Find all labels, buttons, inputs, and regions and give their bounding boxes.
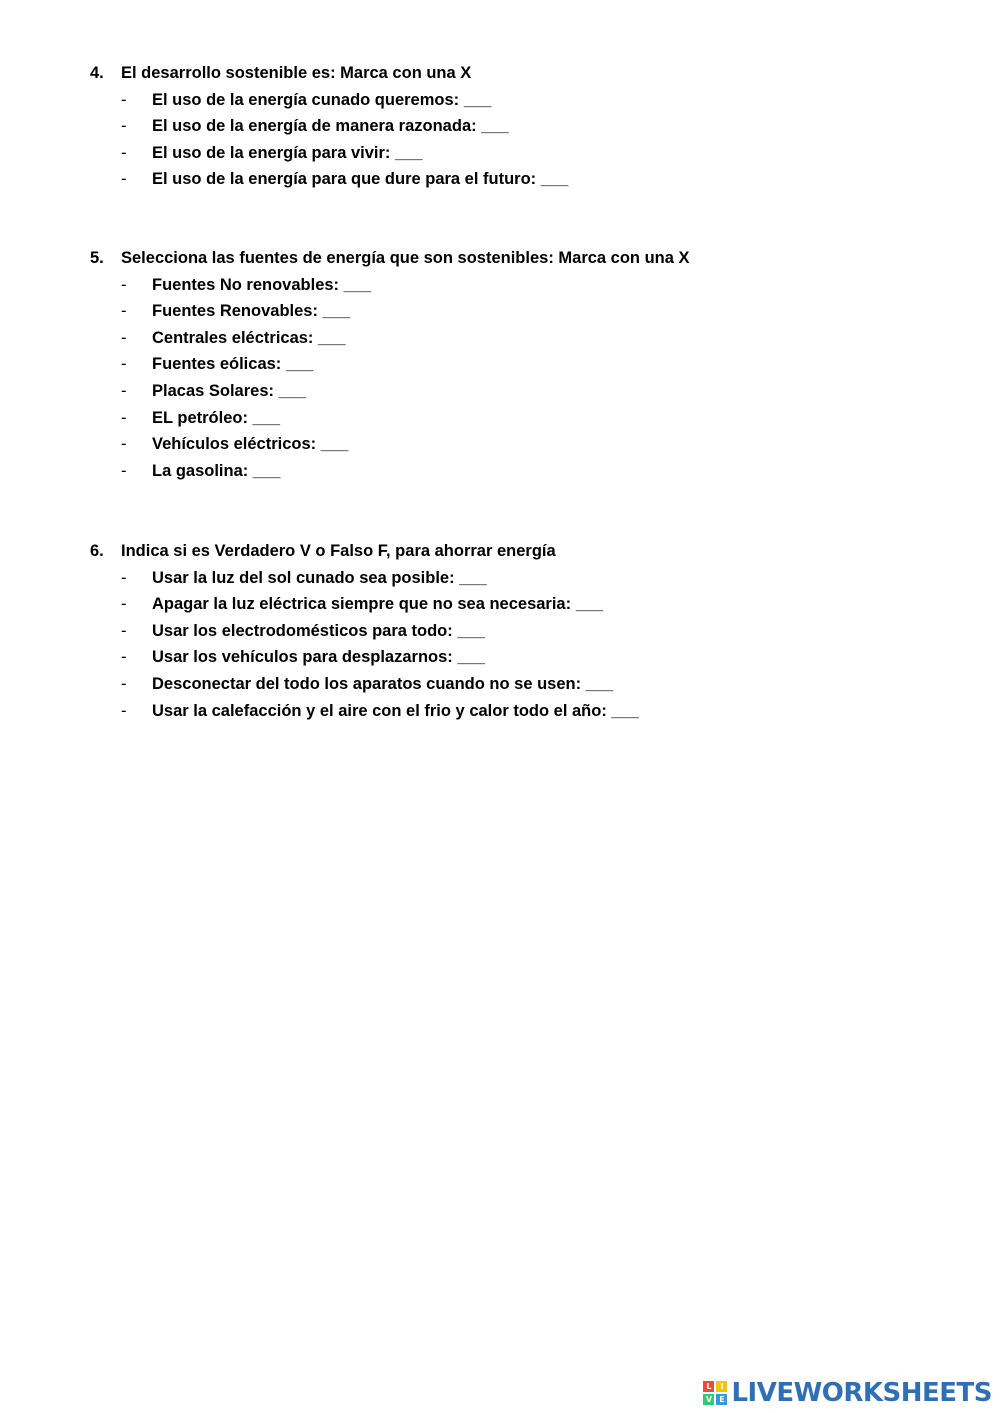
answer-text[interactable]: La gasolina: ___ — [152, 461, 281, 480]
answer-item — [90, 431, 970, 458]
bullet-dash: - — [121, 355, 127, 374]
answer-text[interactable]: EL petróleo: ___ — [152, 408, 281, 427]
answer-text[interactable]: Usar la calefacción y el aire con el frio y calor todo el año: ___ — [152, 701, 639, 720]
answer-item — [90, 298, 970, 325]
answer-list — [90, 272, 970, 485]
bullet-dash: - — [121, 568, 127, 587]
question-title — [90, 60, 970, 87]
logo-letter-l: L — [703, 1381, 714, 1392]
answer-text[interactable]: Fuentes eólicas: ___ — [152, 355, 314, 374]
question-4 — [90, 60, 970, 193]
answer-text[interactable]: Fuentes Renovables: ___ — [152, 302, 351, 321]
answer-item — [90, 618, 970, 645]
answer-text[interactable]: Usar los electrodomésticos para todo: ___ — [152, 621, 485, 640]
bullet-dash: - — [121, 621, 127, 640]
question-text: Indica si es Verdadero V o Falso F, para ahorrar energía — [121, 542, 556, 560]
answer-item — [90, 378, 970, 405]
bullet-dash: - — [121, 595, 127, 614]
answer-text[interactable]: Centrales eléctricas: ___ — [152, 328, 346, 347]
answer-text[interactable]: Placas Solares: ___ — [152, 381, 307, 400]
logo-letter-e: E — [716, 1394, 727, 1405]
answer-item — [90, 272, 970, 299]
answer-item — [90, 591, 970, 618]
answer-item — [90, 87, 970, 114]
question-number: 6. — [90, 542, 104, 560]
answer-text[interactable]: Usar la luz del sol cunado sea posible: ___ — [152, 568, 487, 587]
answer-list — [90, 565, 970, 725]
bullet-dash: - — [121, 143, 127, 162]
question-text: Selecciona las fuentes de energía que son sostenibles: Marca con una X — [121, 249, 690, 267]
bullet-dash: - — [121, 408, 127, 427]
answer-item — [90, 166, 970, 193]
bullet-dash: - — [121, 170, 127, 189]
answer-item — [90, 671, 970, 698]
answer-text[interactable]: Usar los vehículos para desplazarnos: ___ — [152, 648, 485, 667]
bullet-dash: - — [121, 302, 127, 321]
brand-text: LIVEWORKSHEETS — [731, 1378, 992, 1408]
bullet-dash: - — [121, 90, 127, 109]
bullet-dash: - — [121, 461, 127, 480]
bullet-dash: - — [121, 674, 127, 693]
answer-list — [90, 87, 970, 193]
answer-item — [90, 458, 970, 485]
question-number: 5. — [90, 249, 104, 267]
answer-item — [90, 351, 970, 378]
logo-letter-v: V — [703, 1394, 714, 1405]
bullet-dash: - — [121, 328, 127, 347]
answer-text[interactable]: El uso de la energía cunado queremos: ___ — [152, 90, 492, 109]
answer-text[interactable]: Fuentes No renovables: ___ — [152, 275, 372, 294]
answer-item — [90, 140, 970, 167]
answer-item — [90, 325, 970, 352]
bullet-dash: - — [121, 648, 127, 667]
question-number: 4. — [90, 64, 104, 82]
answer-text[interactable]: Apagar la luz eléctrica siempre que no sea necesaria: ___ — [152, 595, 604, 614]
answer-text[interactable]: El uso de la energía para vivir: ___ — [152, 143, 423, 162]
answer-text[interactable]: Desconectar del todo los aparatos cuando no se usen: ___ — [152, 674, 614, 693]
answer-item — [90, 644, 970, 671]
question-text: El desarrollo sostenible es: Marca con una X — [121, 64, 472, 82]
answer-text[interactable]: El uso de la energía para que dure para el futuro: ___ — [152, 170, 569, 189]
answer-text[interactable]: El uso de la energía de manera razonada: ___ — [152, 117, 509, 136]
answer-text[interactable]: Vehículos eléctricos: ___ — [152, 435, 349, 454]
answer-item — [90, 405, 970, 432]
question-title — [90, 245, 970, 272]
bullet-dash: - — [121, 701, 127, 720]
bullet-dash: - — [121, 117, 127, 136]
logo-letter-i: I — [716, 1381, 727, 1392]
bullet-dash: - — [121, 435, 127, 454]
liveworksheets-brand — [703, 1379, 992, 1407]
liveworksheets-logo-icon — [703, 1381, 727, 1405]
question-title — [90, 538, 970, 565]
bullet-dash: - — [121, 381, 127, 400]
question-5 — [90, 245, 970, 484]
answer-item — [90, 565, 970, 592]
answer-item — [90, 113, 970, 140]
question-6 — [90, 538, 970, 724]
bullet-dash: - — [121, 275, 127, 294]
answer-item — [90, 698, 970, 725]
